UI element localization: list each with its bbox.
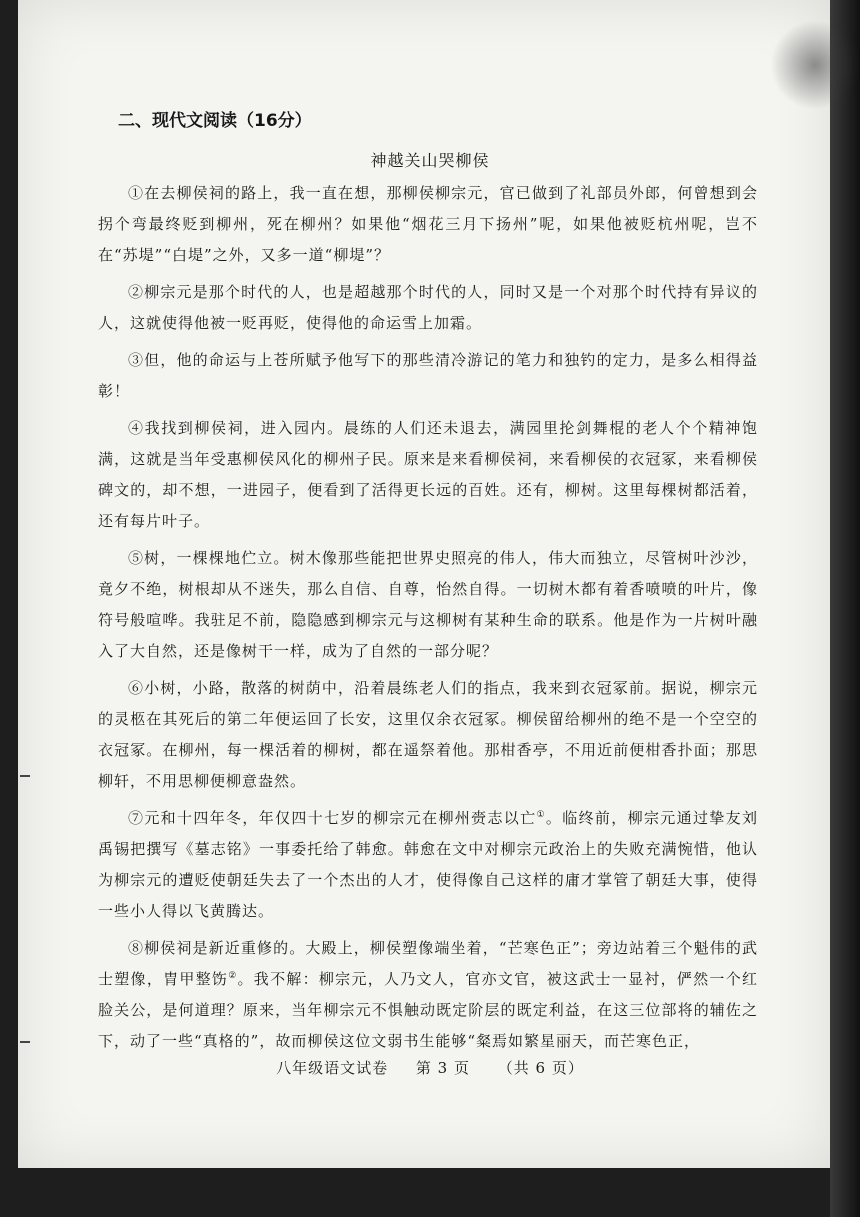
scan-smudge bbox=[770, 20, 860, 110]
page-total: （共 6 页） bbox=[497, 1059, 584, 1077]
paragraph bbox=[98, 413, 758, 537]
page-footer bbox=[0, 1057, 860, 1078]
article-title: 神越关山哭柳侯 bbox=[370, 151, 490, 170]
paragraph-text: ⑥小树，小路，散落的树荫中，沿着晨练老人们的指点，我来到衣冠冢前。据说，柳宗元的灵柩在其死后的第二年便运回了长安，这里仅余衣冠冢。柳侯留给柳州的绝不是一个空空的衣冠冢。在柳州，每一棵活着的柳树，都在遥祭着他。那柑香亭，不用近前便柑香扑面；那思柳轩，不用思柳便柳意盎然。 bbox=[98, 679, 758, 790]
paragraph-text: ④我找到柳侯祠，进入园内。晨练的人们还未退去，满园里抡剑舞棍的老人个个精神饱满，这就是当年受惠柳侯风化的柳州子民。原来是来看柳侯祠，来看柳侯的衣冠冢，来看柳侯碑文的，却不想，一进园子，便看到了活得更长远的百姓。还有，柳树。这里每棵树都活着，还有每片叶子。 bbox=[98, 419, 758, 530]
paragraph-text: ⑦元和十四年冬，年仅四十七岁的柳宗元在柳州赍志以亡 bbox=[128, 809, 537, 827]
exam-name: 八年级语文试卷 bbox=[276, 1059, 389, 1077]
page-number: 第 3 页 bbox=[415, 1059, 470, 1077]
section-heading: 二、现代文阅读（16分） bbox=[118, 111, 312, 131]
paragraph-text: 。我不解：柳宗元，人乃文人，官亦文官，被这武士一显衬，俨然一个红脸关公，是何道理？原来，当年柳宗元不惧触动既定阶层的既定利益，在这三位部将的辅佐之下，动了一些“真格的”，故而柳侯这位文弱书生能够“粲焉如繁星丽天，而芒寒色正， bbox=[98, 970, 758, 1050]
paragraph bbox=[98, 673, 758, 797]
paragraph-text: 。临终前，柳宗元通过挚友刘禹锡把撰写《墓志铭》一事委托给了韩愈。韩愈在文中对柳宗元政治上的失败充满惋惜，他认为柳宗元的遭贬使朝廷失去了一个杰出的人才，使得像自己这样的庸才掌管了朝廷大事，使得一些小人得以飞黄腾达。 bbox=[98, 809, 758, 920]
paragraph-text: ①在去柳侯祠的路上，我一直在想，那柳侯柳宗元，官已做到了礼部员外郎，何曾想到会拐个弯最终贬到柳州，死在柳州？如果他“烟花三月下扬州”呢，如果他被贬杭州呢，岂不在“苏堤”“白堤”之外，又多一道“柳堤”？ bbox=[98, 184, 758, 264]
paragraph bbox=[98, 277, 758, 339]
scan-shadow bbox=[830, 0, 860, 1217]
paragraph bbox=[98, 933, 758, 1057]
paragraph-text: ⑤树，一棵棵地伫立。树木像那些能把世界史照亮的伟人，伟大而独立，尽管树叶沙沙，竟夕不绝，树根却从不迷失，那么自信、自尊，怡然自得。一切树木都有着香喷喷的叶片，像符号般喧哗。我驻足不前，隐隐感到柳宗元与这柳树有某种生命的联系。他是作为一片树叶融入了大自然，还是像树干一样，成为了自然的一部分呢？ bbox=[98, 549, 758, 660]
paragraph bbox=[98, 345, 758, 407]
footnote-marker: ① bbox=[536, 810, 546, 820]
paragraph-text: ②柳宗元是那个时代的人，也是超越那个时代的人，同时又是一个对那个时代持有异议的人，这就使得他被一贬再贬，使得他的命运雪上加霜。 bbox=[98, 283, 758, 332]
paragraph bbox=[98, 803, 758, 927]
article-body bbox=[98, 178, 758, 1063]
edge-mark bbox=[20, 775, 30, 777]
paragraph bbox=[98, 543, 758, 667]
paragraph-text: ⑧柳侯祠是新近重修的。大殿上，柳侯塑像端坐着，“芒寒色正”；旁边站着三个魁伟的武士塑像，胄甲整饬 bbox=[98, 939, 758, 988]
footnote-marker: ② bbox=[228, 971, 238, 981]
edge-mark bbox=[20, 1041, 30, 1043]
paragraph-text: ③但，他的命运与上苍所赋予他写下的那些清冷游记的笔力和独钓的定力，是多么相得益彰！ bbox=[98, 351, 758, 400]
paragraph bbox=[98, 178, 758, 271]
